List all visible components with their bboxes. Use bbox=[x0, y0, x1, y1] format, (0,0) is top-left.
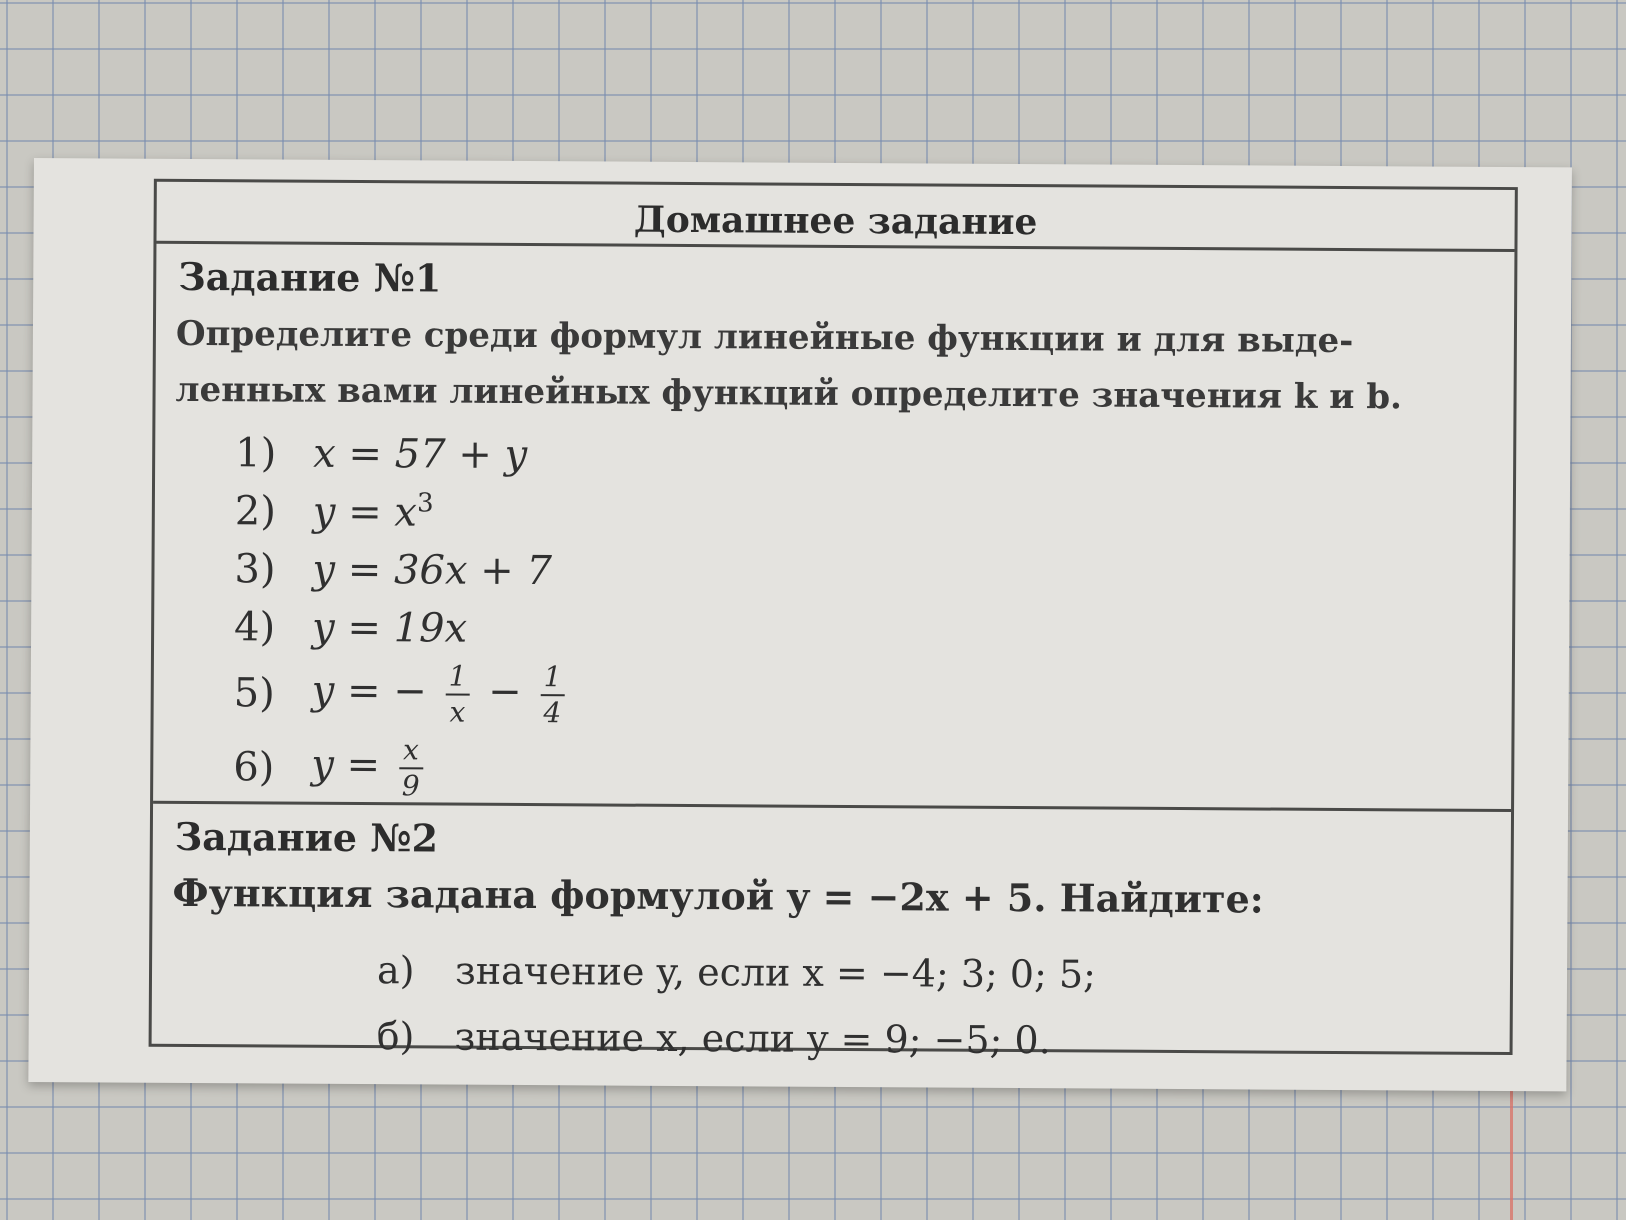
formula-item bbox=[234, 598, 571, 658]
formula-number: 5) bbox=[233, 670, 275, 717]
formula-expression: y = 19x bbox=[311, 604, 468, 652]
minus-sign: − bbox=[488, 668, 522, 715]
fraction bbox=[445, 659, 469, 729]
fraction-denominator: 9 bbox=[401, 769, 420, 803]
fraction-numerator: 1 bbox=[448, 659, 467, 693]
title-row bbox=[156, 182, 1514, 252]
formula-expression bbox=[313, 488, 434, 536]
formula-number: 2) bbox=[234, 488, 277, 535]
subitem-label: а) bbox=[376, 948, 415, 993]
subitem-label: б) bbox=[376, 1014, 415, 1059]
task2-section bbox=[152, 804, 1511, 1063]
fraction-numerator: x bbox=[402, 733, 419, 767]
task2-text: Функция задана формулой y = −2x + 5. Найдите: bbox=[172, 869, 1264, 922]
subitem-text: значение x, если y = 9; −5; 0. bbox=[454, 1014, 1051, 1063]
formula-expression bbox=[312, 661, 571, 729]
formula-item bbox=[234, 656, 571, 732]
formula-expression: y = 36x + 7 bbox=[312, 546, 553, 595]
fraction-denominator: 4 bbox=[543, 696, 562, 730]
formula-item bbox=[235, 482, 572, 542]
formula-expression: x = 57 + y bbox=[313, 430, 528, 479]
formula-number: 6) bbox=[233, 744, 275, 791]
formula-expression bbox=[311, 735, 429, 802]
subitem-text: значение y, если x = −4; 3; 0; 5; bbox=[454, 948, 1097, 997]
formula-item bbox=[233, 730, 570, 806]
formula-exponent: 3 bbox=[416, 488, 434, 519]
task1-text-line2: ленных вами линейных функций определите значения k и b. bbox=[175, 369, 1402, 418]
task2-heading: Задание №2 bbox=[174, 813, 439, 861]
subitem bbox=[377, 937, 1096, 1007]
formula-lhs: y = − bbox=[311, 667, 427, 715]
formula-base: y = x bbox=[312, 489, 418, 537]
task1-text-line1: Определите среди формул линейные функции и для выде- bbox=[175, 313, 1354, 362]
formula-number: 1) bbox=[235, 430, 277, 477]
formula-lhs: y = bbox=[311, 741, 381, 789]
fraction bbox=[399, 735, 423, 801]
page-title: Домашнее задание bbox=[633, 198, 1038, 244]
task1-heading: Задание №1 bbox=[178, 253, 442, 301]
homework-sheet bbox=[28, 158, 1572, 1091]
task1-formula-list bbox=[233, 424, 572, 806]
task2-subitem-list bbox=[376, 937, 1096, 1073]
fraction bbox=[540, 662, 564, 728]
formula-item bbox=[235, 424, 572, 484]
fraction-denominator: x bbox=[449, 695, 466, 729]
task1-section bbox=[153, 244, 1514, 812]
formula-number: 3) bbox=[234, 546, 276, 593]
formula-item bbox=[234, 540, 571, 600]
formula-number: 4) bbox=[233, 604, 276, 651]
homework-table bbox=[149, 179, 1518, 1063]
subitem bbox=[376, 1003, 1095, 1073]
fraction-numerator: 1 bbox=[543, 660, 562, 694]
